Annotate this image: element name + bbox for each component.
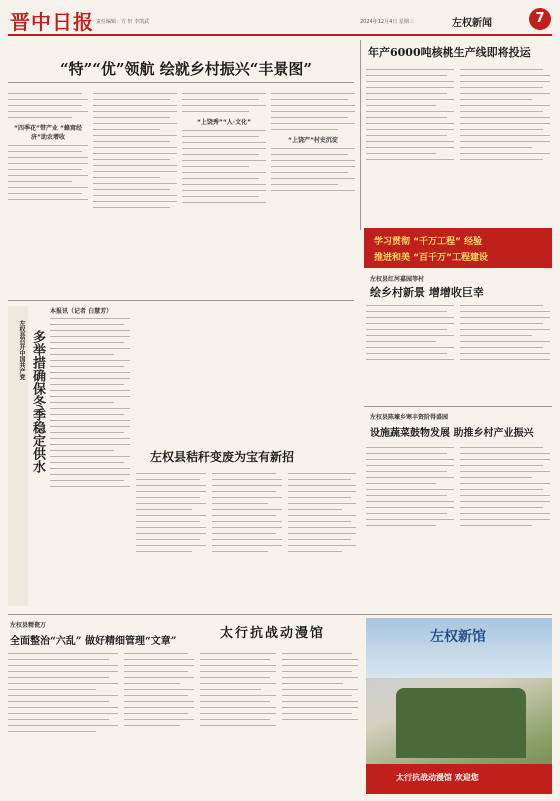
museum-banner [366, 764, 552, 794]
right-sub-a-column-1 [366, 302, 454, 402]
bottom-left-text [8, 650, 118, 790]
main-story-column-4 [271, 90, 355, 290]
main-story-column-3 [182, 90, 266, 290]
section-rule [8, 300, 354, 301]
right-story-column-1 [366, 66, 454, 226]
main-headline-rule [8, 82, 354, 83]
main-story-column-2 [93, 90, 177, 290]
left-box-title-strip [8, 306, 28, 606]
left-box-tag: 左权县召开中国共产党 [18, 320, 25, 380]
bottom-left-tag: 左权县精瓷万 [10, 622, 47, 629]
page-number-badge: 7 [529, 8, 551, 30]
right-sub-b-tag: 左权县陈壕乡寒丰资阶得盛园 [370, 414, 449, 421]
museum-photo [366, 618, 552, 794]
campaign-banner [364, 228, 552, 268]
left-box-text [50, 306, 130, 606]
right-sub-a-tag: 左权县红河嘉园等村 [370, 276, 425, 283]
main-subhead-3: “上饶产”村史沉淀 [288, 137, 338, 144]
right-headline: 年产6000吨核桃生产线即将投运 [368, 46, 531, 59]
masthead-rule [8, 34, 552, 36]
center-headline: 左权县秸秆变废为宝有新招 [150, 450, 295, 464]
newspaper-logo: 晋中日报 [10, 10, 94, 34]
bottom-center-headline: 太行抗战动漫馆 [220, 626, 326, 641]
banner-line-1: 学习贯彻 “千万工程” 经验 [374, 237, 483, 247]
left-box-headline: 多举措确保冬季稳定供水 [30, 330, 45, 473]
column-divider [360, 40, 361, 230]
museum-sign-text: 左权新馆 [430, 629, 486, 645]
main-headline: “特”“优”领航 绘就乡村振兴“丰景图” [60, 60, 312, 78]
bottom-band-rule [8, 614, 552, 615]
bottom-left-text-2 [124, 650, 194, 790]
right-sub-a-column-2 [460, 302, 550, 402]
main-subhead-2: “上饶秀”“人·文化” [196, 119, 252, 126]
center-story-column-2 [212, 470, 282, 610]
banner-line-2: 推进和美 “百千万”工程建设 [374, 253, 488, 263]
right-sub-b-column-1 [366, 444, 454, 594]
right-sub-b-headline: 设施蔬菜鼓物发展 助推乡村产业振兴 [370, 428, 534, 439]
main-story-column-1 [8, 90, 88, 250]
museum-banner-text: 太行抗战动漫馆 欢迎您 [396, 773, 479, 782]
right-sub-a-headline: 绘乡村新景 增增收巨幸 [370, 286, 484, 299]
bottom-left-headline: 全面整治“六乱” 做好精细管理“文章” [10, 636, 177, 647]
section-title: 左权新闻 [452, 18, 492, 29]
main-subhead-1: “四季花”带产业 “蜂窝经济”助农增收 [14, 125, 82, 141]
issue-date: 2024年12月4日 星期三 [360, 19, 414, 25]
editors-line: 责任编辑：方 轩 李凯武 [96, 19, 150, 25]
bottom-center-column-2 [282, 650, 358, 790]
right-story-column-2 [460, 66, 550, 226]
museum-building [396, 688, 526, 758]
left-box-source: 本报讯（记者 白慧芳） [50, 308, 113, 315]
right-sub-b-column-2 [460, 444, 550, 594]
center-story-column-3 [288, 470, 356, 610]
right-sub-b-rule [364, 406, 552, 407]
bottom-center-column-1 [200, 650, 276, 790]
center-story-column-1 [136, 470, 206, 610]
